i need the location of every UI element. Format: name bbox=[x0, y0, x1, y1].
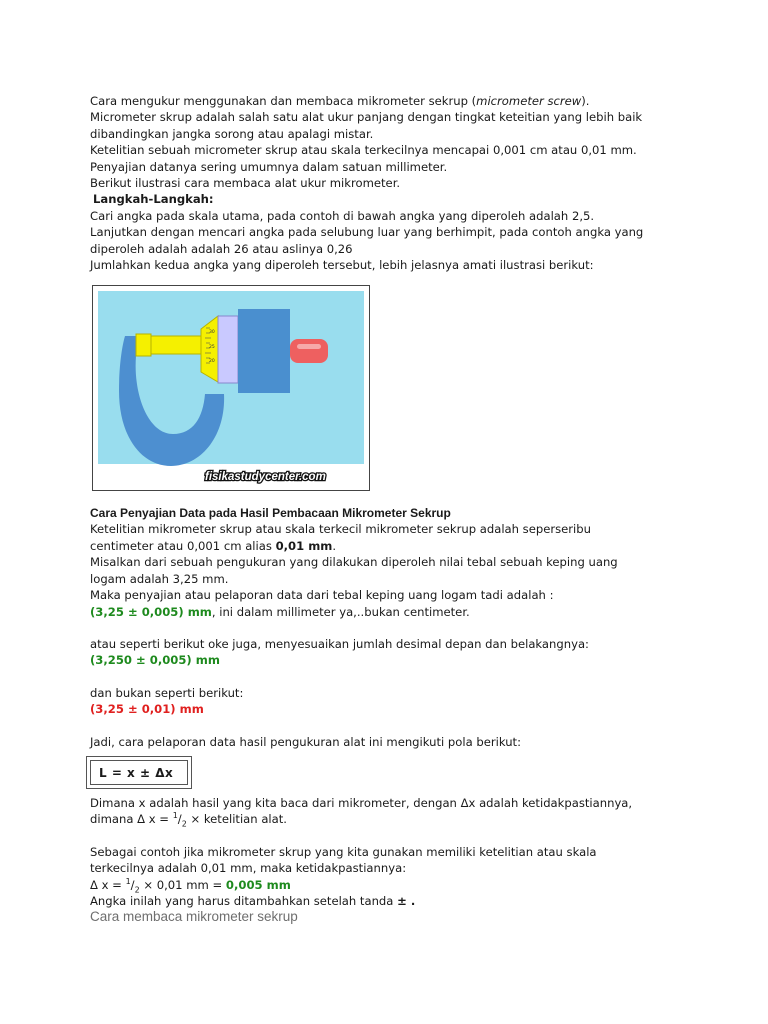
fraction-numerator: 1 bbox=[125, 876, 131, 886]
section2-line-14 bbox=[90, 893, 730, 909]
section2-line-3: Misalkan dari sebuah pengukuran yang dilakukan diperoleh nilai tebal sebuah keping uang bbox=[90, 555, 618, 570]
section2-line-7: dan bukan seperti berikut: bbox=[90, 685, 244, 700]
calc-result: 0,005 mm bbox=[225, 877, 291, 892]
section2-line-13 bbox=[90, 877, 730, 893]
micrometer-drawing bbox=[93, 286, 369, 490]
closing-text: Angka inilah yang harus ditambahkan setelah tanda bbox=[90, 893, 398, 908]
steps-title: Langkah-Langkah: bbox=[93, 192, 214, 207]
calc-text: Δ x = bbox=[90, 877, 126, 892]
formula: L = x ± Δx bbox=[90, 760, 188, 785]
uncertainty-def-end: × ketelitian alat. bbox=[186, 812, 287, 827]
section2-text-end: . bbox=[332, 538, 337, 553]
result-3-wrong: (3,25 ± 0,01) mm bbox=[90, 702, 204, 717]
intro-line-1 bbox=[90, 93, 730, 109]
section2-line-12: terkecilnya adalah 0,01 mm, maka ketidakpastiannya: bbox=[90, 861, 407, 876]
intro-line-5: Penyajian datanya sering umumnya dalam satuan millimeter. bbox=[90, 159, 448, 174]
result-1: (3,25 ± 0,005) mm bbox=[90, 604, 212, 619]
fraction-slash: / bbox=[130, 877, 135, 892]
fraction-slash: / bbox=[177, 812, 182, 827]
steps-line-1: Cari angka pada skala utama, pada contoh di bawah angka yang diperoleh adalah 2,5. bbox=[90, 208, 595, 223]
fraction-denominator: 2 bbox=[181, 819, 187, 829]
caption: Cara membaca mikrometer sekrup bbox=[90, 909, 298, 925]
intro-line-6: Berikut ilustrasi cara membaca alat ukur mikrometer. bbox=[90, 176, 401, 191]
scale-label-1: 30 bbox=[209, 330, 215, 336]
steps-line-4: Jumlahkan kedua angka yang diperoleh tersebut, lebih jelasnya amati ilustrasi berikut: bbox=[90, 258, 594, 273]
intro-line-4: Ketelitian sebuah micrometer skrup atau skala terkecilnya mencapai 0,001 cm atau 0,01 mm. bbox=[90, 143, 637, 158]
uncertainty-def: dimana Δ x = bbox=[90, 812, 173, 827]
micrometer-illustration bbox=[92, 285, 370, 491]
calc-text-mid: × 0,01 mm = bbox=[139, 877, 226, 892]
section2-line-1: Ketelitian mikrometer skrup atau skala terkecil mikrometer sekrup adalah seperseribu bbox=[90, 522, 591, 537]
intro-italic-term: micrometer screw bbox=[476, 94, 582, 108]
section2-title: Cara Penyajian Data pada Hasil Pembacaan Mikrometer Sekrup bbox=[90, 506, 451, 521]
steps-line-2: Lanjutkan dengan mencari angka pada selubung luar yang berhimpit, pada contoh angka yang bbox=[90, 225, 644, 240]
section2-line-5: Maka penyajian atau pelaporan data dari tebal keping uang logam tadi adalah : bbox=[90, 588, 554, 603]
section2-line-9: Dimana x adalah hasil yang kita baca dari mikrometer, dengan Δx adalah ketidakpastiannya, bbox=[90, 795, 633, 810]
anvil bbox=[136, 334, 151, 356]
end-cap bbox=[290, 339, 328, 363]
section2-line-6: atau seperti berikut oke juga, menyesuaikan jumlah desimal depan dan belakangnya: bbox=[90, 636, 589, 651]
fraction-denominator: 2 bbox=[134, 884, 140, 894]
fraction-numerator: 1 bbox=[172, 811, 178, 821]
precision-value: 0,01 mm bbox=[275, 538, 333, 553]
section2-line-2 bbox=[90, 538, 730, 554]
scale-label-2: 25 bbox=[209, 345, 215, 351]
result-line-1 bbox=[90, 604, 730, 620]
scale-label-3: 20 bbox=[209, 359, 215, 365]
section2-text: centimeter atau 0,001 cm alias bbox=[90, 538, 276, 553]
ratchet bbox=[238, 309, 290, 393]
result-1-note: , ini dalam millimeter ya,..bukan centimeter. bbox=[211, 604, 470, 619]
section2-line-4: logam adalah 3,25 mm. bbox=[90, 571, 229, 586]
formula-box bbox=[86, 756, 192, 789]
watermark: fisikastudycenter.com bbox=[205, 471, 326, 484]
steps-line-3: diperoleh adalah adalah 26 atau aslinya 0,26 bbox=[90, 241, 353, 256]
section2-line-11: Sebagai contoh jika mikrometer skrup yang kita gunakan memiliki ketelitian atau skala bbox=[90, 844, 597, 859]
intro-text-end: ). bbox=[581, 94, 590, 108]
result-2: (3,250 ± 0,005) mm bbox=[90, 653, 220, 668]
end-cap-highlight bbox=[297, 344, 321, 349]
thimble bbox=[218, 316, 238, 383]
plus-minus-sign: ± . bbox=[397, 893, 416, 908]
intro-line-2: Micrometer skrup adalah salah satu alat ukur panjang dengan tingkat keteitian yang lebih baik bbox=[90, 110, 643, 125]
section2-line-10 bbox=[90, 811, 730, 827]
intro-text: Cara mengukur menggunakan dan membaca mikrometer sekrup ( bbox=[90, 94, 477, 108]
intro-line-3: dibandingkan jangka sorong atau apalagi mistar. bbox=[90, 126, 374, 141]
article-body bbox=[90, 93, 730, 924]
section2-line-8: Jadi, cara pelaporan data hasil pengukuran alat ini mengikuti pola berikut: bbox=[90, 734, 522, 749]
